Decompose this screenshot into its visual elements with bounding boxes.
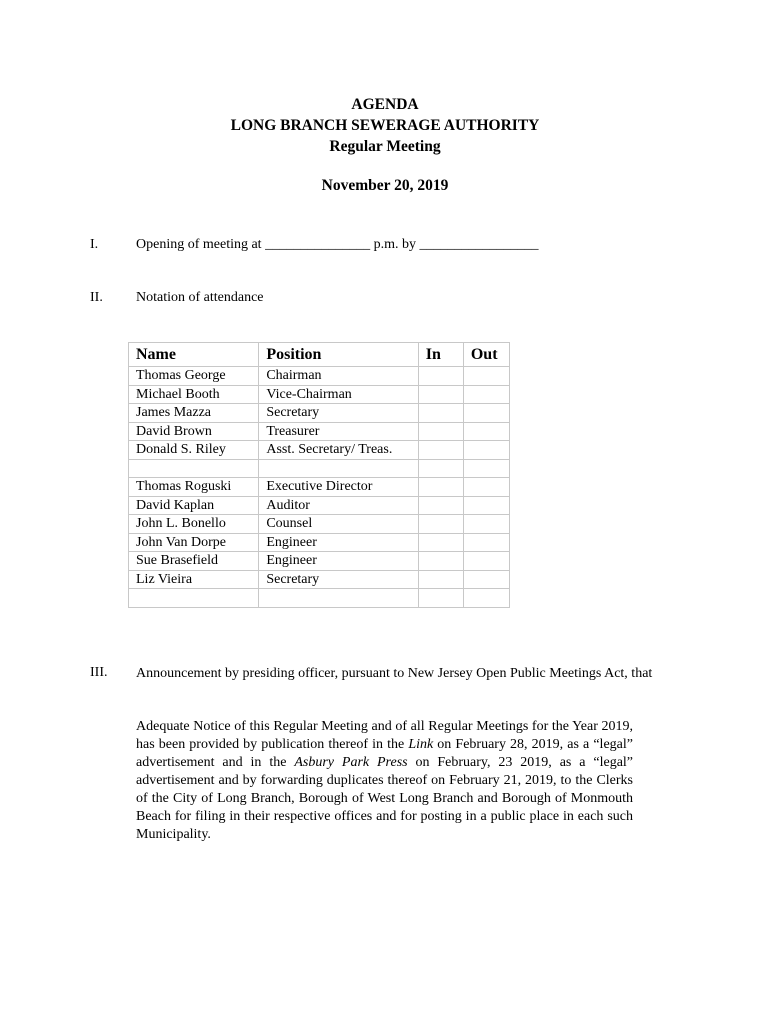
item-text: Notation of attendance: [136, 290, 264, 305]
in-cell: [418, 533, 463, 552]
column-header-position: Position: [259, 343, 418, 367]
meeting-type: Regular Meeting: [329, 138, 441, 155]
agenda-item-3-text: Announcement by presiding officer, pursuant to New Jersey Open Public Meetings Act, that: [136, 666, 653, 681]
member-name: Liz Vieira: [129, 570, 259, 589]
column-header-in: In: [418, 343, 463, 367]
table-row: [129, 422, 510, 441]
table-row: [129, 404, 510, 423]
meeting-date: November 20, 2019: [321, 177, 449, 194]
authority-name: LONG BRANCH SEWERAGE AUTHORITY: [230, 117, 540, 134]
table-row: [129, 385, 510, 404]
agenda-title: AGENDA: [351, 96, 419, 113]
column-header-out: Out: [463, 343, 509, 367]
in-cell: [418, 589, 463, 608]
out-cell: [463, 385, 509, 404]
in-cell: [418, 385, 463, 404]
member-name: Donald S. Riley: [129, 441, 259, 460]
table-row: [129, 459, 510, 478]
member-position: Engineer: [259, 552, 418, 571]
table-row: [129, 496, 510, 515]
member-name: Michael Booth: [129, 385, 259, 404]
out-cell: [463, 589, 509, 608]
member-name: David Kaplan: [129, 496, 259, 515]
member-name: David Brown: [129, 422, 259, 441]
table-row: [129, 552, 510, 571]
in-cell: [418, 552, 463, 571]
table-row: [129, 441, 510, 460]
member-name: John Van Dorpe: [129, 533, 259, 552]
member-position: Chairman: [259, 367, 418, 386]
member-name: [129, 589, 259, 608]
member-name: Thomas Roguski: [129, 478, 259, 497]
in-cell: [418, 478, 463, 497]
out-cell: [463, 478, 509, 497]
item-number: III.: [90, 665, 108, 680]
in-cell: [418, 422, 463, 441]
table-row: [129, 515, 510, 534]
out-cell: [463, 441, 509, 460]
in-cell: [418, 496, 463, 515]
asbury-park-press-publication: Asbury Park Press: [294, 755, 408, 770]
table-row: [129, 570, 510, 589]
member-position: Secretary: [259, 404, 418, 423]
member-name: John L. Bonello: [129, 515, 259, 534]
out-cell: [463, 515, 509, 534]
out-cell: [463, 404, 509, 423]
member-position: Treasurer: [259, 422, 418, 441]
in-cell: [418, 459, 463, 478]
out-cell: [463, 533, 509, 552]
notice-text-3: on February, 23 2019, as a “legal” advertisement and by forwarding duplicates thereof on February 21, 2019, to the Clerks of the City of Long Branch, Borough of West Long Branch and Borough of Monmouth Beach for filing in their respective offices and for posting in a public place in each such Municipality.: [136, 755, 634, 842]
member-position: Vice-Chairman: [259, 385, 418, 404]
member-name: Thomas George: [129, 367, 259, 386]
member-position: Engineer: [259, 533, 418, 552]
in-cell: [418, 404, 463, 423]
member-position: Executive Director: [259, 478, 418, 497]
item-text: Opening of meeting at _______________ p.m. by _________________: [136, 237, 539, 252]
column-header-name: Name: [129, 343, 259, 367]
out-cell: [463, 459, 509, 478]
adequate-notice-paragraph: [136, 718, 633, 844]
out-cell: [463, 422, 509, 441]
notice-text-1: Adequate Notice of this Regular Meeting and of all Regular Meetings for the Year 2019, has been provided by publication thereof in the: [136, 719, 633, 752]
out-cell: [463, 570, 509, 589]
member-position: Secretary: [259, 570, 418, 589]
notice-text-2: on February 28, 2019, as a “legal” advertisement and in the: [136, 737, 633, 770]
item-number: II.: [90, 290, 103, 305]
in-cell: [418, 570, 463, 589]
out-cell: [463, 496, 509, 515]
table-header-row: [129, 343, 510, 367]
in-cell: [418, 367, 463, 386]
member-position: [259, 459, 418, 478]
table-row: [129, 478, 510, 497]
agenda-header: [0, 94, 770, 157]
item-number: I.: [90, 237, 99, 252]
table-row: [129, 533, 510, 552]
table-row: [129, 367, 510, 386]
out-cell: [463, 367, 509, 386]
out-cell: [463, 552, 509, 571]
member-name: Sue Brasefield: [129, 552, 259, 571]
member-position: Counsel: [259, 515, 418, 534]
member-position: Auditor: [259, 496, 418, 515]
table-row: [129, 589, 510, 608]
member-name: [129, 459, 259, 478]
in-cell: [418, 515, 463, 534]
link-publication: Link: [408, 737, 434, 752]
member-name: James Mazza: [129, 404, 259, 423]
member-position: [259, 589, 418, 608]
in-cell: [418, 441, 463, 460]
member-position: Asst. Secretary/ Treas.: [259, 441, 418, 460]
attendance-table: [128, 342, 510, 608]
